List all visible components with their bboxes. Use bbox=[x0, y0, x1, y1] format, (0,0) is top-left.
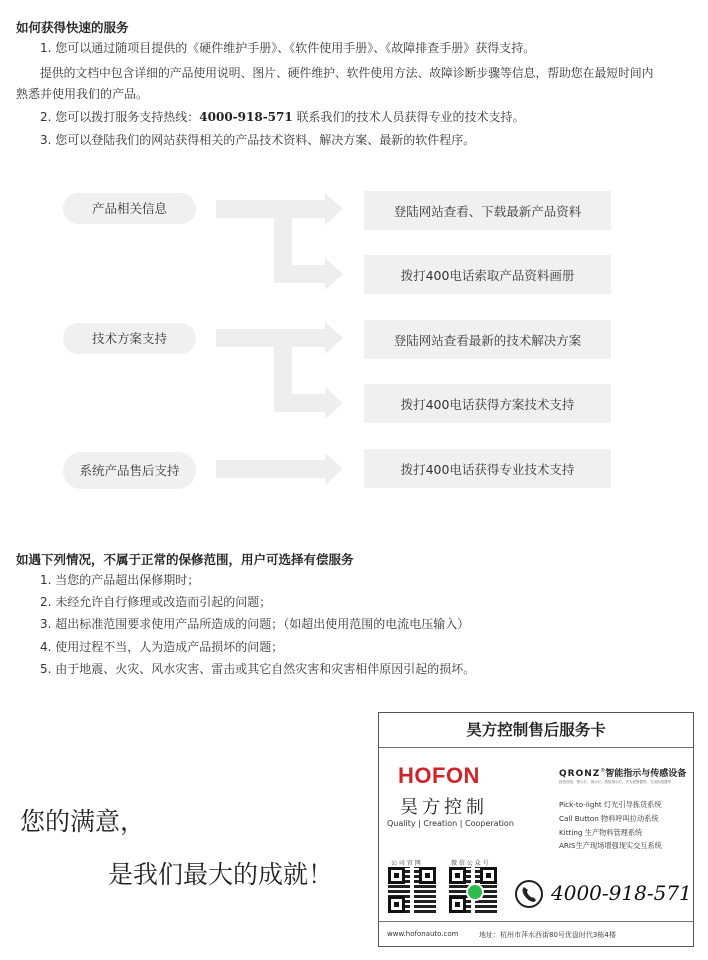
slogan-line2: 是我们最大的成就！ bbox=[108, 860, 334, 889]
item2-post: 联系我们的技术人员获得专业的技术支持。 bbox=[292, 110, 525, 124]
slogan-line1: 您的满意， bbox=[20, 807, 146, 836]
brand-cn: 昊方控制 bbox=[400, 797, 488, 818]
qr1-finder-tr bbox=[419, 867, 436, 884]
qronz-header bbox=[559, 766, 686, 779]
qr1-finder-tl bbox=[388, 867, 405, 884]
flow-g1-target1: 登陆网站查看、下载最新产品资料 bbox=[364, 191, 611, 230]
flow-g2-target2: 拨打400电话获得方案技术支持 bbox=[364, 384, 611, 423]
section2-item-3: 3. 超出标准范围要求使用产品所造成的问题；（如超出使用范围的电流电压输入） bbox=[40, 617, 470, 631]
card-footer-line bbox=[379, 921, 693, 922]
qr2-finder-bl bbox=[449, 896, 466, 913]
wechat-qr-code bbox=[449, 867, 497, 913]
qr2-label: 微 信 公 众 号 bbox=[451, 860, 489, 867]
product-3: Kitting 生产物料管理系统 bbox=[559, 828, 643, 837]
card-title: 昊方控制售后服务卡 bbox=[379, 713, 693, 748]
qronz-reg: ® bbox=[600, 768, 606, 774]
section1-item1-cont-b: 熟悉并使用我们的产品。 bbox=[16, 87, 149, 101]
flow-g1-label: 产品相关信息 bbox=[63, 193, 196, 224]
flow-g3-label bbox=[63, 452, 196, 489]
flow-g2-target1: 登陆网站查看最新的技术解决方案 bbox=[364, 320, 611, 359]
section1-item1-cont-a: 提供的文档中包含详细的产品使用说明、图片、硬件维护、软件使用方法、故障诊断步骤等信息，帮助您在最短时间内 bbox=[40, 66, 654, 80]
phone-icon bbox=[514, 879, 544, 909]
arrow-g2-elbow bbox=[274, 347, 343, 419]
hotline-number: 4000-918-571 bbox=[199, 110, 293, 124]
qr2-finder-tr bbox=[480, 867, 497, 884]
section2-item-5: 5. 由于地震、火灾、风水灾害、雷击或其它自然灾害和灾害相伴原因引起的损坏。 bbox=[40, 662, 476, 676]
card-website: www.hofonauto.com bbox=[387, 930, 459, 938]
flow-g1-target2: 拨打400电话索取产品资料画册 bbox=[364, 255, 611, 294]
product-1: Pick-to-light 灯光引导拣货系统 bbox=[559, 800, 662, 809]
product-2: Call Button 物料呼叫拉动系统 bbox=[559, 814, 659, 823]
card-phone: 4000-918-571 bbox=[551, 881, 692, 905]
qronz-sub: 按钮按钮、警示灯、指示灯、按钮指示灯、声光报警器等、光电传感器等 bbox=[559, 780, 671, 784]
service-card bbox=[378, 712, 694, 947]
tagline: Quality | Creation | Cooperation bbox=[387, 819, 514, 828]
qr1-finder-bl bbox=[388, 896, 405, 913]
section1-title: 如何获得快速的服务 bbox=[16, 20, 129, 35]
wechat-icon bbox=[466, 883, 484, 901]
card-address: 地址：杭州市萍水西街80号优盘时代3栋4楼 bbox=[479, 931, 616, 939]
qr2-finder-tl bbox=[449, 867, 466, 884]
qronz-brand: QRONZ bbox=[559, 769, 601, 779]
arrow-g1-elbow bbox=[274, 218, 343, 290]
website-qr-code bbox=[388, 867, 436, 913]
section2-item-4: 4. 使用过程不当，人为造成产品损坏的问题； bbox=[40, 640, 284, 654]
hofon-logo: HOFON bbox=[398, 763, 480, 788]
section1-item1: 1. 您可以通过随项目提供的《硬件维护手册》、《软件使用手册》、《故障排查手册》获得支持。 bbox=[40, 41, 536, 55]
qr1-label: 公 司 官 网 bbox=[391, 860, 421, 867]
item2-pre: 2. 您可以拨打服务支持热线： bbox=[40, 110, 200, 124]
arrow-g3-right bbox=[216, 453, 343, 485]
section2-title: 如遇下列情况，不属于正常的保修范围，用户可选择有偿服务 bbox=[16, 552, 354, 567]
product-4: ARIS生产现场增强现实交互系统 bbox=[559, 841, 662, 850]
qronz-title: 智能指示与传感设备 bbox=[605, 769, 687, 779]
flow-g3-text: 系统产品售后支持 bbox=[79, 463, 180, 478]
section2-item-1: 1. 当您的产品超出保修期时； bbox=[40, 573, 200, 587]
flow-g3-target1: 拨打400电话获得专业技术支持 bbox=[364, 449, 611, 488]
section1-item3: 3. 您可以登陆我们的网站获得相关的产品技术资料、解决方案、最新的软件程序。 bbox=[40, 133, 476, 147]
flow-g2-label: 技术方案支持 bbox=[63, 323, 196, 354]
section2-item-2: 2. 未经允许自行修理或改造而引起的问题； bbox=[40, 595, 272, 609]
